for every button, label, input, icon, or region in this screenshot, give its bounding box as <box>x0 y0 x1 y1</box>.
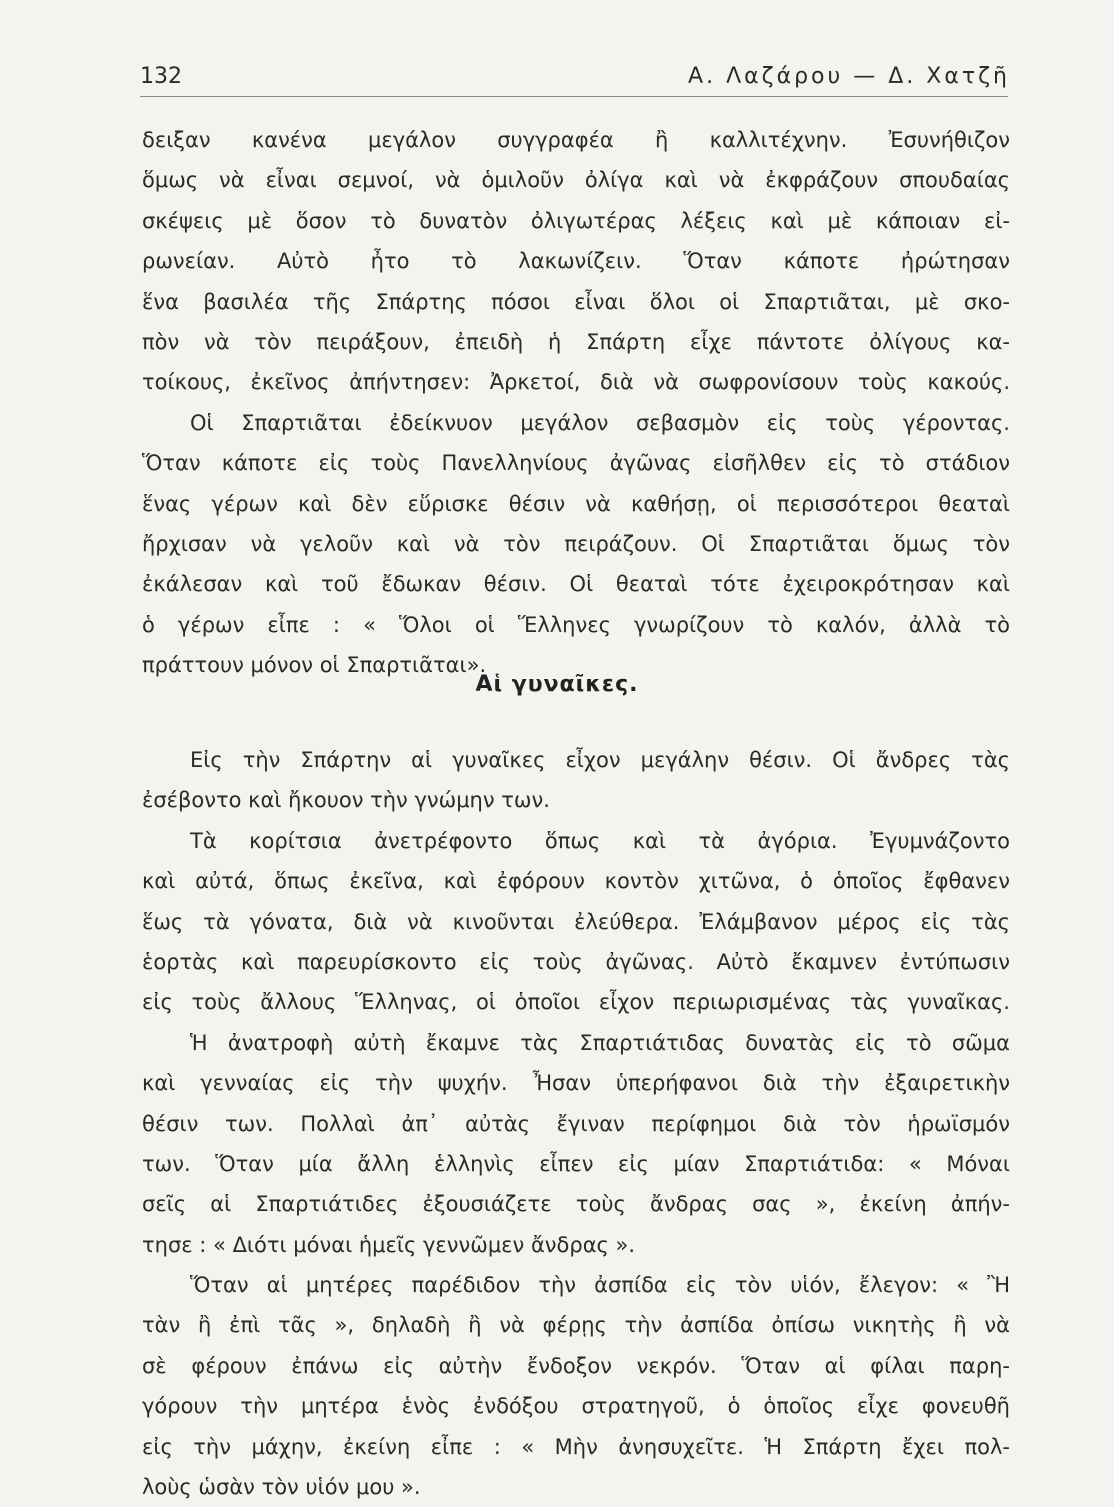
text-line: ἑορτὰς καὶ παρευρίσκοντο εἰς τοὺς ἀγῶνας. Αὐτὸ ἔκαμνεν ἐντύπωσιν <box>142 949 1010 974</box>
text-line: Τὰ κορίτσια ἀνετρέφοντο ὅπως καὶ τὰ ἀγόρια. Ἐγυμνάζοντο <box>190 828 1010 853</box>
text-line: πὸν νὰ τὸν πειράξουν, ἐπειδὴ ἡ Σπάρτη εἶχε πάντοτε ὀλίγους κα- <box>142 329 1010 354</box>
text-line: ἕνας γέρων καὶ δὲν εὕρισκε θέσιν νὰ καθήσῃ, οἱ περισσότεροι θεαταὶ <box>142 491 1010 516</box>
text-line: σκέψεις μὲ ὅσον τὸ δυνατὸν ὀλιγωτέρας λέξεις καὶ μὲ κάποιαν εἰ- <box>142 208 1010 233</box>
text-line: ἤρχισαν νὰ γελοῦν καὶ νὰ τὸν πειράζουν. Οἱ Σπαρτιᾶται ὅμως τὸν <box>142 531 1010 556</box>
text-line: Ἡ ἀνατροφὴ αὐτὴ ἔκαμνε τὰς Σπαρτιάτιδας δυνατὰς εἰς τὸ σῶμα <box>190 1030 1010 1055</box>
text-line: ἕνα βασιλέα τῆς Σπάρτης πόσοι εἶναι ὅλοι οἱ Σπαρτιᾶται, μὲ σκο- <box>142 289 1010 314</box>
text-line: ἕως τὰ γόνατα, διὰ νὰ κινοῦνται ἐλεύθερα. Ἐλάμβανον μέρος εἰς τὰς <box>142 909 1010 934</box>
section-1-text <box>142 120 1010 685</box>
text-line: Ὅταν αἱ μητέρες παρέδιδον τὴν ἀσπίδα εἰς τὸν υἱόν, ἔλεγον: « Ἢ <box>190 1273 1010 1298</box>
text-line: δειξαν κανένα μεγάλον συγγραφέα ἢ καλλιτέχνην. Ἐσυνήθιζον <box>142 128 1010 152</box>
text-line: ἐκάλεσαν καὶ τοῦ ἔδωκαν θέσιν. Οἱ θεαταὶ τότε ἐχειροκρότησαν καὶ <box>142 572 1010 597</box>
text-line: Εἰς τὴν Σπάρτην αἱ γυναῖκες εἶχον μεγάλην θέσιν. Οἱ ἄνδρες τὰς <box>190 748 1010 772</box>
text-line: ρωνείαν. Αὐτὸ ἦτο τὸ λακωνίζειν. Ὅταν κάποτε ἠρώτησαν <box>142 249 1010 274</box>
text-line: Οἱ Σπαρτιᾶται ἐδείκνυον μεγάλον σεβασμὸν εἰς τοὺς γέροντας. <box>190 410 1010 435</box>
header-rule <box>140 96 1008 97</box>
text-line: εἰς τοὺς ἄλλους Ἕλληνας, οἱ ὁποῖοι εἶχον περιωρισμένας τὰς γυναῖκας. <box>142 990 1010 1015</box>
running-head <box>140 64 1010 100</box>
text-line: ὁ γέρων εἶπε : « Ὅλοι οἱ Ἕλληνες γνωρίζουν τὸ καλόν, ἀλλὰ τὸ <box>142 612 1010 637</box>
text-line: εἰς τὴν μάχην, ἐκείνη εἶπε : « Μὴν ἀνησυχεῖτε. Ἡ Σπάρτη ἔχει πολ- <box>142 1434 1010 1459</box>
section-heading: Αἱ γυναῖκες. <box>475 672 639 697</box>
text-line: ἐσέβοντο καὶ ἤκουον τὴν γνώμην των. <box>142 788 550 813</box>
text-line: ὅμως νὰ εἶναι σεμνοί, νὰ ὁμιλοῦν ὀλίγα καὶ νὰ ἐκφράζουν σπουδαίας <box>142 168 1010 193</box>
text-line: σεῖς αἱ Σπαρτιάτιδες ἐξουσιάζετε τοὺς ἄνδρας σας », ἐκείνη ἀπήν- <box>142 1192 1010 1217</box>
section-2-text <box>142 740 1010 1507</box>
text-line: τὰν ἢ ἐπὶ τᾶς », δηλαδὴ ἢ νὰ φέρῃς τὴν ἀσπίδα ὀπίσω νικητὴς ἢ νὰ <box>142 1313 1010 1338</box>
text-line: λοὺς ὡσὰν τὸν υἱόν μου ». <box>142 1475 421 1500</box>
text-line: τοίκους, ἐκεῖνος ἀπήντησεν: Ἀρκετοί, διὰ νὰ σωφρονίσουν τοὺς κακούς. <box>142 370 1010 395</box>
text-line: σὲ φέρουν ἐπάνω εἰς αὐτὴν ἔνδοξον νεκρόν. Ὅταν αἱ φίλαι παρη- <box>142 1353 1010 1378</box>
text-line: καὶ γενναίας εἰς τὴν ψυχήν. Ἦσαν ὑπερήφανοι διὰ τὴν ἐξαιρετικὴν <box>142 1071 1010 1096</box>
running-title: Α. Λαζάρου — Δ. Χατζῆ <box>688 64 1010 89</box>
text-line: θέσιν των. Πολλαὶ ἀπ᾽ αὐτὰς ἔγιναν περίφημοι διὰ τὸν ἡρωϊσμόν <box>142 1111 1010 1136</box>
text-line: των. Ὅταν μία ἄλλη ἑλληνὶς εἶπεν εἰς μίαν Σπαρτιάτιδα: « Μόναι <box>142 1151 1010 1176</box>
text-line: τησε : « Διότι μόναι ἡμεῖς γεννῶμεν ἄνδρας ». <box>142 1232 636 1257</box>
text-line: γόρουν τὴν μητέρα ἑνὸς ἐνδόξου στρατηγοῦ, ὁ ὁποῖος εἶχε φονευθῆ <box>142 1394 1010 1419</box>
text-line: πράττουν μόνον οἱ Σπαρτιᾶται». <box>142 653 487 678</box>
text-line: Ὅταν κάποτε εἰς τοὺς Πανελληνίους ἀγῶνας εἰσῆλθεν εἰς τὸ στάδιον <box>142 451 1010 476</box>
text-line: καὶ αὐτά, ὅπως ἐκεῖνα, καὶ ἐφόρουν κοντὸν χιτῶνα, ὁ ὁποῖος ἔφθανεν <box>142 869 1010 894</box>
page-number: 132 <box>140 64 182 89</box>
